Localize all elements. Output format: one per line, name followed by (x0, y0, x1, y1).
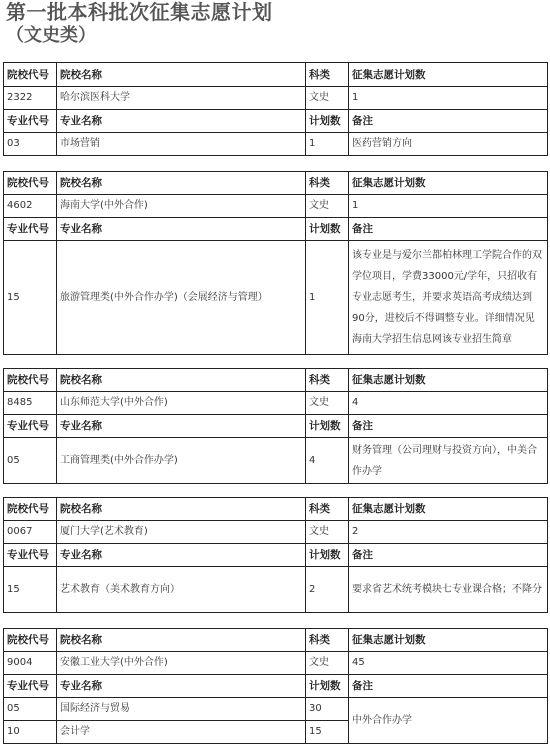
plan-count-header: 征集志愿计划数 (349, 172, 548, 195)
remark-header: 备注 (349, 110, 548, 133)
school-row (4, 521, 548, 544)
school-code-header: 院校代号 (4, 629, 57, 652)
major-header-row (4, 675, 548, 698)
major-code: 03 (4, 133, 57, 156)
major-header-row (4, 415, 548, 438)
major-header-row (4, 544, 548, 567)
major-plan-header: 计划数 (306, 675, 349, 698)
major-header-row (4, 110, 548, 133)
school-header-row (4, 63, 548, 87)
school-header-row (4, 172, 548, 195)
subject-header: 科类 (306, 172, 349, 195)
major-name-header: 专业名称 (57, 218, 306, 241)
major-code-header: 专业代号 (4, 415, 57, 438)
school-code: 9004 (4, 652, 57, 675)
major-row (4, 133, 548, 156)
school-code-header: 院校代号 (4, 172, 57, 195)
school-name: 哈尔滨医科大学 (57, 87, 306, 110)
school-name: 安徽工业大学(中外合作) (57, 652, 306, 675)
major-name: 艺术教育（美术教育方向） (57, 567, 306, 613)
remark-header: 备注 (349, 675, 548, 698)
major-name: 旅游管理类(中外合作办学)（会展经济与管理） (57, 241, 306, 355)
major-remark: 中外合作办学 (349, 698, 548, 744)
major-name: 国际经济与贸易 (57, 698, 306, 721)
major-name-header: 专业名称 (57, 110, 306, 133)
major-plan: 4 (306, 438, 349, 484)
school-plan: 45 (349, 652, 548, 675)
major-code: 15 (4, 567, 57, 613)
school-name: 海南大学(中外合作) (57, 195, 306, 218)
school-header-row (4, 498, 548, 521)
school-subject: 文史 (306, 652, 349, 675)
school-row (4, 87, 548, 110)
school-name-header: 院校名称 (57, 498, 306, 521)
major-plan: 1 (306, 133, 349, 156)
plan-count-header: 征集志愿计划数 (349, 498, 548, 521)
remark-header: 备注 (349, 218, 548, 241)
school-plan: 4 (349, 392, 548, 415)
plan-count-header: 征集志愿计划数 (349, 629, 548, 652)
major-header-row (4, 218, 548, 241)
school-row (4, 195, 548, 218)
school-name-header: 院校名称 (57, 63, 306, 87)
major-name-header: 专业名称 (57, 415, 306, 438)
school-row (4, 652, 548, 675)
plan-count-header: 征集志愿计划数 (349, 369, 548, 392)
school-plan: 1 (349, 195, 548, 218)
major-name-header: 专业名称 (57, 544, 306, 567)
major-plan-header: 计划数 (306, 544, 349, 567)
school-subject: 文史 (306, 392, 349, 415)
remark-header: 备注 (349, 544, 548, 567)
school-subject: 文史 (306, 195, 349, 218)
major-code-header: 专业代号 (4, 110, 57, 133)
school-code-header: 院校代号 (4, 369, 57, 392)
title-main: 第一批本科批次征集志愿计划 (6, 0, 273, 24)
school-name-header: 院校名称 (57, 629, 306, 652)
school-table-3 (3, 368, 548, 484)
major-code-header: 专业代号 (4, 218, 57, 241)
major-remark: 该专业是与爱尔兰都柏林理工学院合作的双学位项目，学费33000元/学年，只招收有专业志愿考生，并要求英语高考成绩达到90分，进校后不得调整专业。详细情况见海南大学招生信息网该专业招生简章 (349, 241, 548, 355)
school-table-5 (3, 628, 548, 744)
major-name: 市场营销 (57, 133, 306, 156)
major-row (4, 698, 548, 721)
school-row (4, 392, 548, 415)
major-remark: 财务管理（公司理财与投资方向），中美合作办学 (349, 438, 548, 484)
major-row (4, 438, 548, 484)
major-code: 15 (4, 241, 57, 355)
school-name-header: 院校名称 (57, 369, 306, 392)
plan-count-header: 征集志愿计划数 (349, 63, 548, 87)
school-header-row (4, 629, 548, 652)
school-code: 8485 (4, 392, 57, 415)
major-remark: 医药营销方向 (349, 133, 548, 156)
school-plan: 1 (349, 87, 548, 110)
major-code: 10 (4, 721, 57, 744)
major-plan: 1 (306, 241, 349, 355)
remark-header: 备注 (349, 415, 548, 438)
school-table-1 (3, 62, 548, 156)
major-code: 05 (4, 698, 57, 721)
major-plan: 15 (306, 721, 349, 744)
school-subject: 文史 (306, 87, 349, 110)
page-title (6, 0, 546, 48)
major-code-header: 专业代号 (4, 675, 57, 698)
school-code: 0067 (4, 521, 57, 544)
school-table-2 (3, 171, 548, 355)
school-code: 2322 (4, 87, 57, 110)
subject-header: 科类 (306, 629, 349, 652)
school-subject: 文史 (306, 521, 349, 544)
title-category: （文史类） (6, 25, 96, 46)
school-name: 山东师范大学(中外合作) (57, 392, 306, 415)
major-plan-header: 计划数 (306, 218, 349, 241)
major-code-header: 专业代号 (4, 544, 57, 567)
major-plan: 2 (306, 567, 349, 613)
school-plan: 2 (349, 521, 548, 544)
school-code-header: 院校代号 (4, 63, 57, 87)
school-header-row (4, 369, 548, 392)
school-name: 厦门大学(艺术教育) (57, 521, 306, 544)
major-plan-header: 计划数 (306, 110, 349, 133)
major-name: 工商管理类(中外合作办学) (57, 438, 306, 484)
school-code: 4602 (4, 195, 57, 218)
major-remark: 要求省艺术统考模块七专业课合格；不降分 (349, 567, 548, 613)
school-table-4 (3, 497, 548, 613)
major-plan: 30 (306, 698, 349, 721)
subject-header: 科类 (306, 369, 349, 392)
school-name-header: 院校名称 (57, 172, 306, 195)
subject-header: 科类 (306, 63, 349, 87)
major-name: 会计学 (57, 721, 306, 744)
major-row (4, 567, 548, 613)
major-row (4, 241, 548, 355)
school-code-header: 院校代号 (4, 498, 57, 521)
major-name-header: 专业名称 (57, 675, 306, 698)
major-plan-header: 计划数 (306, 415, 349, 438)
subject-header: 科类 (306, 498, 349, 521)
major-code: 05 (4, 438, 57, 484)
